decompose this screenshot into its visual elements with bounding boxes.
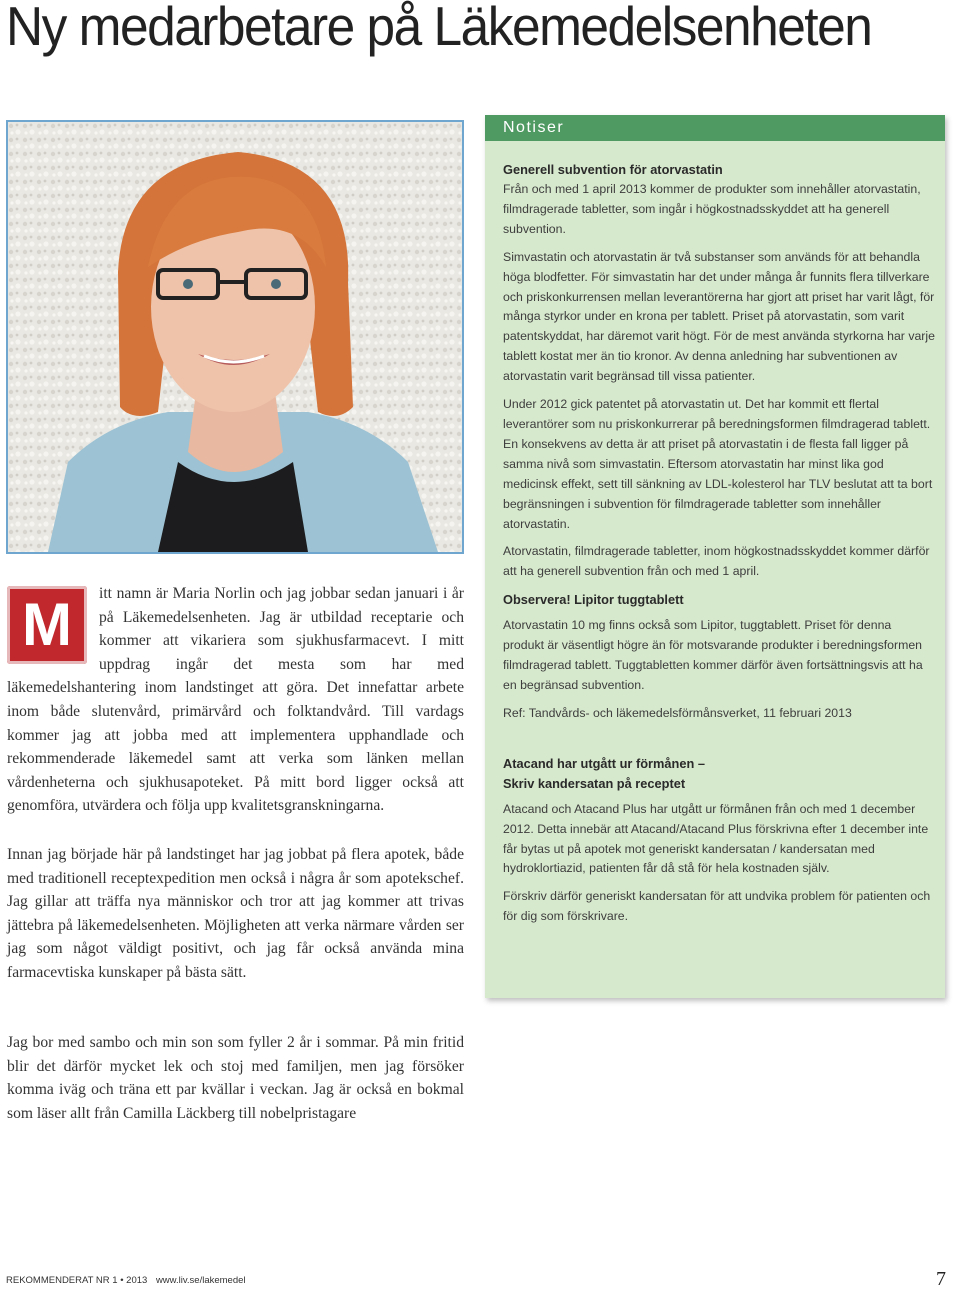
article-paragraph-1-text: itt namn är Maria Norlin och jag jobbar sedan januari i år på Läkemedelsenheten. Jag är utbildad receptarie och kommer att vikariera som sjukhusfarmacevt. I mitt uppdrag ingår det mesta som har med läkemedelshantering inom landstinget att göra. Det innefattar arbete inom både slutenvård, primärvård och folktandvård. Till vardags kommer jag att jobba med att implementera upphandlade och rekommenderade läkemedel samt att verka som länken mellan vårdenheterna och sjukhusapoteket. På mitt bord ligger också att genomföra, utvärdera och följa upp kvalitetsgranskningarna. [7,585,464,815]
notiser-box [485,115,945,998]
article-paragraph-2: Innan jag började här på landstinget har jag jobbat på flera apotek, både med traditionell receptexpedition men också i några år som apotekschef. Jag gillar att träffa nya människor och tror att jag kommer att trivas jättebra på läkemedelsenheten. Möjligheten att verka närmare vården ser jag som något väldigt positivt, och jag får också använda mina farmacevtiska kunskaper på bästa sätt. [7,846,464,981]
spacer [503,732,935,754]
article-paragraph-1 [7,582,464,818]
footer-publication: REKOMMENDERAT NR 1 • 2013 [6,1275,148,1286]
notice-paragraph: Förskriv därför generiskt kandersatan för att undvika problem för patienten och för dig som förskrivare. [503,889,931,924]
footer-url[interactable]: www.liv.se/lakemedel [155,1275,246,1286]
notice-paragraph: Under 2012 gick patentet på atorvastatin ut. Det har kommit ett flertal leverantörer som nu priskonkurrerar på beredningsformen filmdragerad tablett. En konsekvens av detta är att priset på atorvastatin i de flesta fall ligger på samma nivå som simvastatin. Eftersom atorvastatin har minst lika god medicinsk effekt, sett till sänkning av LDL-kolesterol har TLV beslutat att ta bort begränsningen i subvention för filmdragerade tabletter som innehåller atorvastatin. [503,397,933,531]
notiser-title: Notiser [485,115,945,141]
footer-publication-info [6,1275,246,1286]
notice-reference: Ref: Tandvårds- och läkemedelsförmånsverket, 11 februari 2013 [503,705,852,720]
notice-paragraph: Från och med 1 april 2013 kommer de produkter som innehåller atorvastatin, filmdragerade tabletter, som ingår i högkostnadsskyddet att ha generell subvention. [503,182,921,236]
notice-paragraph: Atacand och Atacand Plus har utgått ur förmånen från och med 1 december 2012. Detta innebär att Atacand/Atacand Plus förskrivna efter 1 december inte får bytas ut på apotek mot generiskt kandersatan / kandersatan med hydroklortiazid, patienten får då stå för hela kostnaden själv. [503,801,929,876]
notice-heading: Atacand har utgått ur förmånen – [503,755,705,771]
article-paragraph-3: Jag bor med sambo och min son som fyller 2 år i sommar. På min fritid blir det därför mycket lek och stoj med familjen, men jag försöker komma iväg och träna ett par kvällar i veckan. Jag är också en bokmal som läser allt från Camilla Läckberg till nobelpristagare [7,1034,464,1122]
portrait-photo [6,120,464,554]
notice-paragraph: Atorvastatin 10 mg finns också som Lipitor, tuggtablett. Priset för denna produkt är väsentligt högre än för motsvarande produkter i beredningsformen filmdragerad tablett. Tuggtabletten kommer därför även fortsättningsvis att ha en begränsad subvention. [503,618,923,692]
dropcap: M [7,586,87,664]
page-number: 7 [936,1268,946,1290]
notice-paragraph: Simvastatin och atorvastatin är två substanser som används för att behandla höga blodfetter. För simvastatin har det under många år funnits flera tillverkare och priskonkurrensen mellan leverantörerna har gjort att priset har varit lågt, för många styrkor under en krona per tablett. Priset på atorvastatin, som varit patentskyddat, har däremot varit högt. För de mest använda styrkorna har varje tablett kostat mer än tio kronor. Av denna anledning har subventionen av atorvastatin varit begränsad till vissa patienter. [503,249,935,384]
notice-heading: Skriv kandersatan på receptet [503,775,686,791]
headline: Ny medarbetare på Läkemedelsenheten [6,0,872,57]
notice-heading: Generell subvention för atorvastatin [503,162,723,177]
notiser-body [503,160,935,935]
notice-heading: Observera! Lipitor tuggtablett [503,592,684,608]
notice-paragraph: Atorvastatin, filmdragerade tabletter, inom högkostnadsskyddet kommer därför att ha generell subvention från och med 1 april. [503,544,930,579]
